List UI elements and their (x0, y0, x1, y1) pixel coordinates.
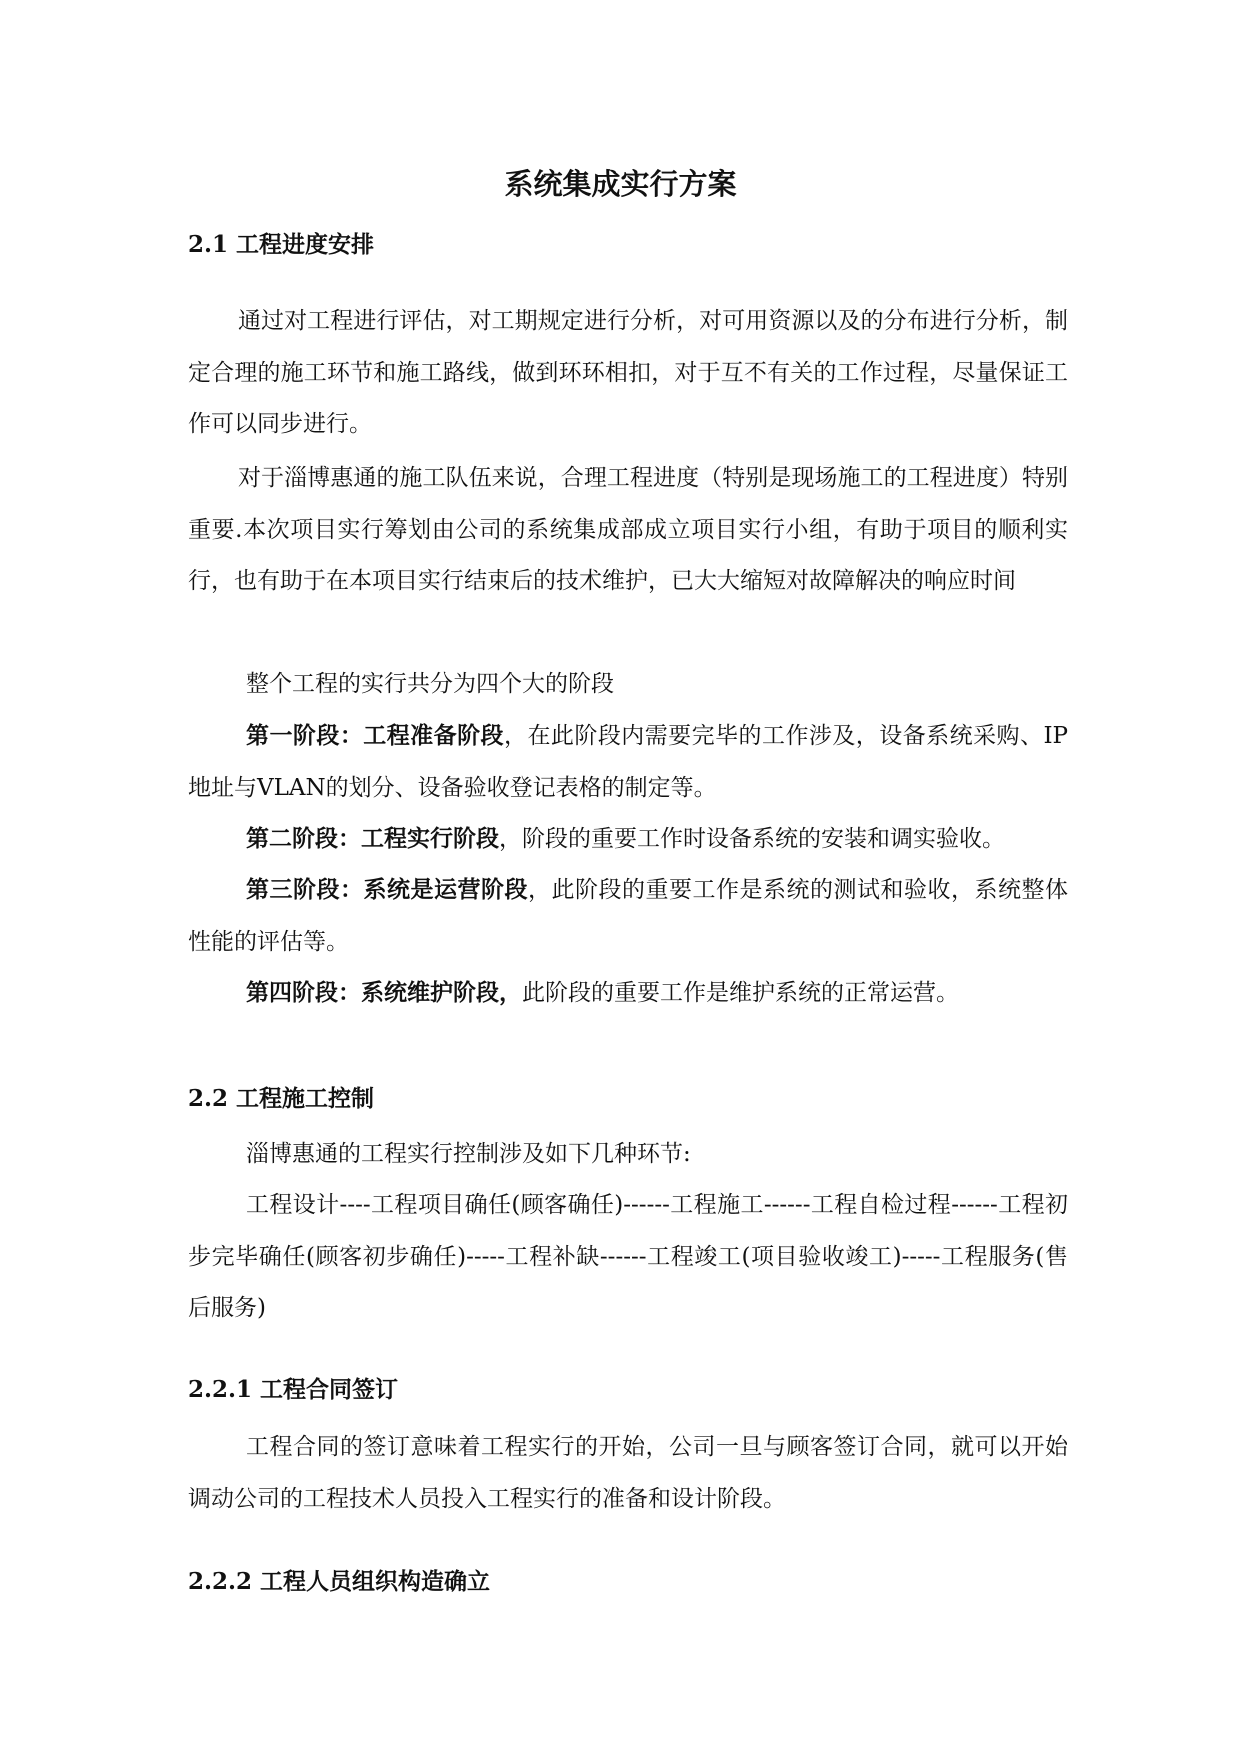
phase-1-lead: 第一阶段：工程准备阶段 (246, 722, 504, 749)
paragraph-contract-signing: 工程合同的签订意味着工程实行的开始，公司一旦与顾客签订合同，就可以开始调动公司的工程技术人员投入工程实行的准备和设计阶段。 (188, 1434, 1068, 1512)
phase-2-text: ，阶段的重要工作时设备系统的安装和调实验收。 (499, 826, 1005, 852)
phase-4-lead: 第四阶段：系统维护阶段， (246, 979, 522, 1006)
phase-4-paragraph (188, 967, 1068, 1020)
phase-4-text: 此阶段的重要工作是维护系统的正常运营。 (522, 980, 959, 1006)
phase-3-lead: 第三阶段：系统是运营阶段 (246, 876, 528, 903)
paragraph-control-flow: 工程设计----工程项目确任(顾客确任)------工程施工------工程自检过程------工程初步完毕确任(顾客初步确任)-----工程补缺------工程竣工(项目验收竣工)-----工程服务(售后服务) (188, 1192, 1068, 1321)
paragraph-construction-team: 对于淄博惠通的施工队伍来说，合理工程进度（特别是现场施工的工程进度）特别重要.本次项目实行筹划由公司的系统集成部成立项目实行小组，有助于项目的顺利实行，也有助于在本项目实行结束后的技术维护，已大大缩短对故障解决的响应时间 (188, 465, 1068, 594)
phase-2-lead: 第二阶段：工程实行阶段 (246, 825, 499, 852)
document-title: 系统集成实行方案 (504, 167, 737, 201)
phase-3-text: ，此阶段的重要工作是系统的测试和验收，系统整体性能的评估等。 (188, 877, 1068, 955)
paragraph-control-intro: 淄博惠通的工程实行控制涉及如下几种环节: (246, 1141, 691, 1167)
section-heading-2-2-1: 2.2.1 工程合同签订 (188, 1376, 399, 1403)
phase-3-paragraph (188, 864, 1068, 968)
paragraph-progress-evaluation: 通过对工程进行评估，对工期规定进行分析，对可用资源以及的分布进行分析，制定合理的施工环节和施工路线，做到环环相扣，对于互不有关的工作过程，尽量保证工作可以同步进行。 (188, 308, 1068, 437)
section-heading-2-1: 2.1 工程进度安排 (188, 231, 375, 258)
phase-2-paragraph (188, 813, 1068, 866)
paragraph-four-phases-intro: 整个工程的实行共分为四个大的阶段 (246, 671, 614, 697)
phase-1-text: ，在此阶段内需要完毕的工作涉及，设备系统采购、IP地址与VLAN的划分、设备验收登记表格的制定等。 (188, 723, 1069, 801)
section-heading-2-2: 2.2 工程施工控制 (188, 1085, 375, 1112)
phase-1-paragraph (188, 710, 1068, 814)
section-heading-2-2-2: 2.2.2 工程人员组织构造确立 (188, 1568, 491, 1595)
